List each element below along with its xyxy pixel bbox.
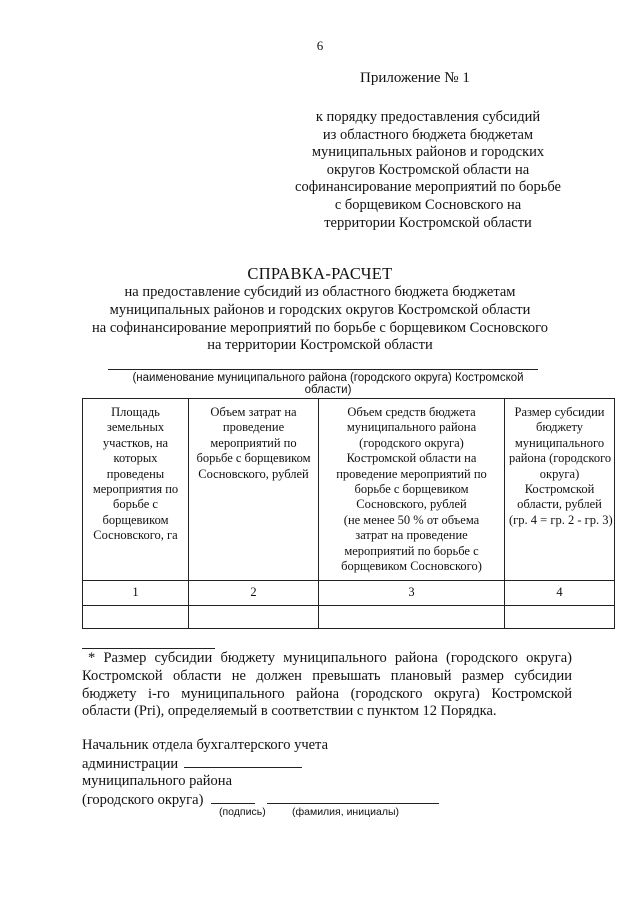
signature-caption: (подпись): [219, 806, 266, 818]
empty-cell: [319, 605, 505, 628]
column-number: 4: [505, 581, 615, 605]
column-number-row: [83, 581, 615, 605]
signature-line-row: (городского округа): [82, 791, 439, 810]
appendix-line: округов Костромской области на: [326, 161, 530, 178]
appendix-description: [268, 109, 588, 232]
administration-blank: [184, 755, 302, 768]
signature-line-row: администрации: [82, 755, 439, 774]
appendix-line: муниципальных районов и городских: [311, 144, 545, 161]
footnote-separator: [82, 648, 215, 649]
subtitle-line: муниципальных районов и городских округов Костромской области: [109, 301, 531, 318]
column-number: 2: [189, 581, 319, 605]
page-number: 6: [316, 38, 324, 53]
appendix-line: из областного бюджета бюджетам: [322, 126, 534, 143]
appendix-line: к порядку предоставления субсидий: [315, 109, 541, 125]
name-fill-line: [108, 369, 538, 370]
footnote-line: области (Pri), определяемый в соответствии с пунктом 12 Порядка.: [82, 703, 497, 720]
header-cell-subsidy: Размер субсидии бюджету муниципального района (городского округа) Костромской области, рублей (гр. 4 = гр. 2 - гр. 3): [505, 399, 615, 581]
footnote-line: Костромской области не должен превышать плановый размер субсидии: [82, 667, 572, 684]
empty-cell: [83, 605, 189, 628]
name-caption-signature: (фамилия, инициалы): [292, 806, 399, 818]
table-header-row: [83, 399, 615, 581]
column-number: 3: [319, 581, 505, 605]
subtitle-line: на софинансирование мероприятий по борьбе с борщевиком Сосновского: [92, 319, 548, 336]
footnote-line: бюджету i-го муниципального района (городского округа) Костромской: [82, 685, 572, 702]
signature-blank: [211, 791, 255, 804]
column-number: 1: [83, 581, 189, 605]
appendix-line: софинансирование мероприятий по борьбе: [295, 179, 561, 196]
footnote: [82, 650, 572, 721]
empty-cell: [505, 605, 615, 628]
name-caption: (наименование муниципального района (городского округа) Костромской области): [132, 372, 524, 396]
document-subtitle: [40, 284, 600, 355]
appendix-line: территории Костромской области: [324, 214, 532, 231]
table-row: [83, 605, 615, 628]
header-cell-local-budget: Объем средств бюджета муниципального района (городского округа) Костромской области на проведение мероприятий по борьбе с борщевиком Сосновского, рублей (не менее 50 % от объема затрат на проведение мероприятий по борьбе с борщевиком Сосновского): [319, 399, 505, 581]
subtitle-line: на предоставление субсидий из областного бюджета бюджетам: [124, 284, 516, 300]
appendix-line: с борщевиком Сосновского на: [334, 196, 522, 213]
footnote-line: * Размер субсидии бюджету муниципального района (городского округа): [88, 650, 572, 666]
document-title: СПРАВКА-РАСЧЕТ: [247, 264, 393, 283]
subtitle-line: на территории Костромской области: [207, 337, 433, 354]
signature-position: Начальник отдела бухгалтерского учета: [82, 737, 329, 753]
name-blank: [267, 791, 439, 804]
header-cell-area: Площадь земельных участков, на которых проведены мероприятия по борьбе с борщевиком Сосновского, га: [83, 399, 189, 581]
signature-block: Начальник отдела бухгалтерского учета администрации муниципального района (городского округа): [82, 737, 439, 809]
appendix-title: Приложение № 1: [360, 70, 470, 86]
calculation-table: [82, 398, 615, 629]
header-cell-costs: Объем затрат на проведение мероприятий по борьбе с борщевиком Сосновского, рублей: [189, 399, 319, 581]
empty-cell: [189, 605, 319, 628]
